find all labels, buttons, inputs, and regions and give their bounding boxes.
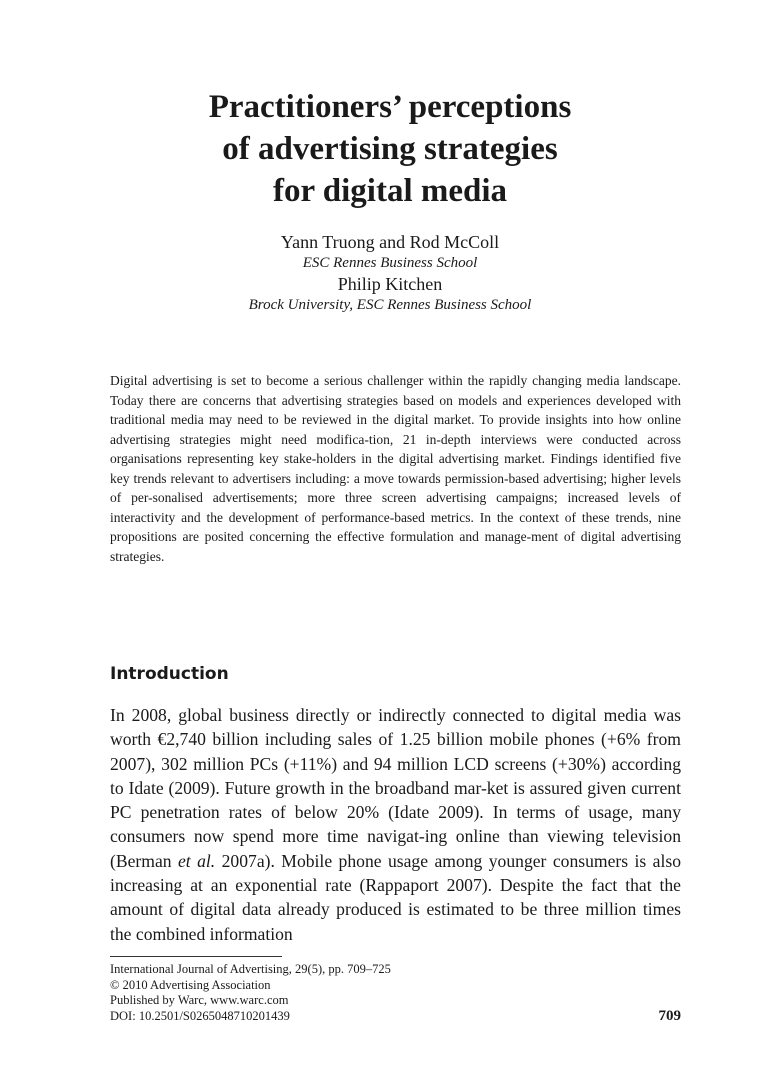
author-names: Philip Kitchen	[337, 274, 443, 294]
introduction-paragraph	[110, 703, 681, 946]
doi-line: DOI: 10.2501/S0265048710201439	[110, 1008, 290, 1023]
page-number: 709	[658, 1008, 681, 1024]
italic-citation: et al.	[177, 850, 216, 871]
paragraph-text: In 2008, global business directly or indirectly connected to digital media was worth €2,740 billion including sales of 1.25 billion mobile phones (+6% from 2007), 302 million PCs (+11%) and 94 million LCD screens (+30%) according to Idate (2009). Future growth in the broadband mar-ket is assured given current PC penetration rates of below 20% (Idate 2009). In terms of usage, many consumers now spend more time navigat-ing online than viewing television (Berman	[110, 705, 681, 871]
footnote-divider	[110, 956, 282, 957]
publication-footer	[110, 962, 391, 1024]
publisher-line: Published by Warc, www.warc.com	[110, 993, 289, 1007]
journal-citation: International Journal of Advertising, 29(5), pp. 709–725	[110, 962, 391, 976]
section-heading: Introduction	[110, 664, 229, 684]
paragraph-text: 2007a). Mobile phone usage among younger consumers is also increasing at an exponential rate (Rappaport 2007). Despite the fact that the amount of digital data already produced is estimated to be three million times the combined information	[110, 850, 682, 944]
abstract: Digital advertising is set to become a serious challenger within the rapidly changing media landscape. Today there are concerns that advertising strategies based on models and experiences developed with traditional media may need to be reviewed in the digital market. To provide insights into how online advertising strategies might need modifica-tion, 21 in-depth interviews were conducted across organisations representing key stake-holders in the digital advertising market. Findings identified five key trends relevant to advertisers including: a move towards permission-based advertising; higher levels of per-sonalised advertisements; more three screen advertising campaigns; increased levels of interactivity and the development of performance-based metrics. In the context of these trends, nine propositions are posited concerning the effective formulation and manage-ment of digital advertising strategies.	[110, 373, 681, 564]
title-line: of advertising strategies	[222, 131, 558, 167]
author-affiliation: ESC Rennes Business School	[302, 255, 478, 271]
title-line: Practitioners’ perceptions	[208, 89, 572, 125]
author-names: Yann Truong and Rod McColl	[280, 232, 500, 252]
title-line: for digital media	[272, 173, 508, 209]
article-title	[90, 86, 690, 212]
author-block	[90, 232, 690, 316]
copyright-notice: © 2010 Advertising Association	[110, 977, 271, 992]
author-affiliation: Brock University, ESC Rennes Business School	[248, 297, 532, 313]
